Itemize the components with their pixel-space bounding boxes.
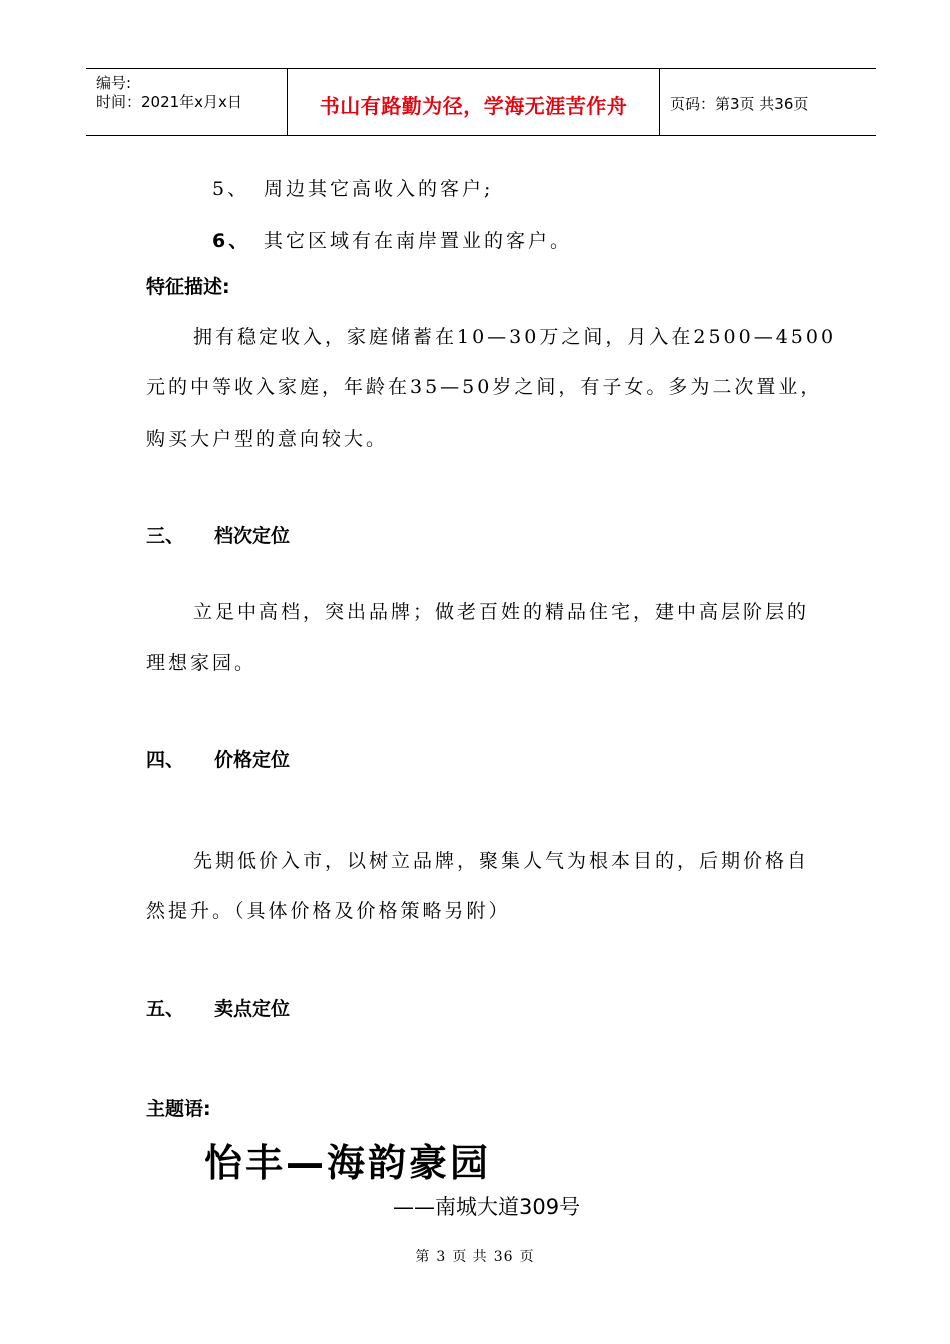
page-info: 页码：第3页 共36页 <box>670 94 809 113</box>
section-heading <box>146 521 290 548</box>
date-label: 时间：2021年x月x日 <box>96 93 242 111</box>
features-paragraph-line: 元的中等收入家庭，年龄在35—50岁之间，有子女。多为二次置业， <box>146 376 823 398</box>
section-heading <box>146 994 290 1021</box>
section-title: 价格定位 <box>214 749 291 771</box>
page-footer <box>0 1246 950 1266</box>
section-number: 三、 <box>146 525 185 547</box>
footer-middle: 页 共 <box>452 1249 488 1265</box>
footer-total-pages: 36 <box>493 1249 514 1265</box>
section-title: 档次定位 <box>214 525 291 547</box>
theme-subtitle: ——南城大道309号 <box>393 1195 581 1219</box>
footer-suffix: 页 <box>519 1249 535 1265</box>
section-paragraph-line: 先期低价入市，以树立品牌，聚集人气为根本目的，后期价格自 <box>193 850 810 872</box>
footer-page-number: 3 <box>436 1249 447 1265</box>
number-label: 编号: <box>96 74 132 92</box>
list-item-text: 其它区域有在南岸置业的客户。 <box>264 230 573 252</box>
header-meta <box>86 69 288 135</box>
header-motto: 书山有路勤为径，学海无涯苦作舟 <box>319 93 628 118</box>
theme-title: 怡丰—海韵豪园 <box>204 1141 492 1185</box>
features-paragraph-line: 拥有稳定收入，家庭储蓄在10—30万之间，月入在2500—4500 <box>193 326 837 348</box>
section-paragraph-line: 立足中高档，突出品牌；做老百姓的精品住宅，建中高层阶层的 <box>193 601 810 623</box>
section-heading <box>146 745 290 772</box>
list-item-number: 6、 <box>212 230 251 252</box>
section-paragraph-line: 理想家园。 <box>146 652 257 674</box>
header-page-info <box>660 69 876 135</box>
features-paragraph-line: 购买大户型的意向较大。 <box>146 428 389 450</box>
list-item <box>212 226 572 253</box>
section-number: 五、 <box>146 998 185 1020</box>
list-item <box>212 174 493 201</box>
header-motto-cell <box>288 69 660 135</box>
theme-heading: 主题语: <box>146 1098 211 1120</box>
list-item-text: 周边其它高收入的客户; <box>264 178 494 200</box>
footer-prefix: 第 <box>415 1249 431 1265</box>
page-header <box>86 68 876 136</box>
section-title: 卖点定位 <box>214 998 291 1020</box>
features-heading: 特征描述: <box>146 276 230 298</box>
section-number: 四、 <box>146 749 185 771</box>
list-item-number: 5、 <box>212 178 250 200</box>
section-paragraph-line: 然提升。（具体价格及价格策略另附） <box>146 900 511 922</box>
